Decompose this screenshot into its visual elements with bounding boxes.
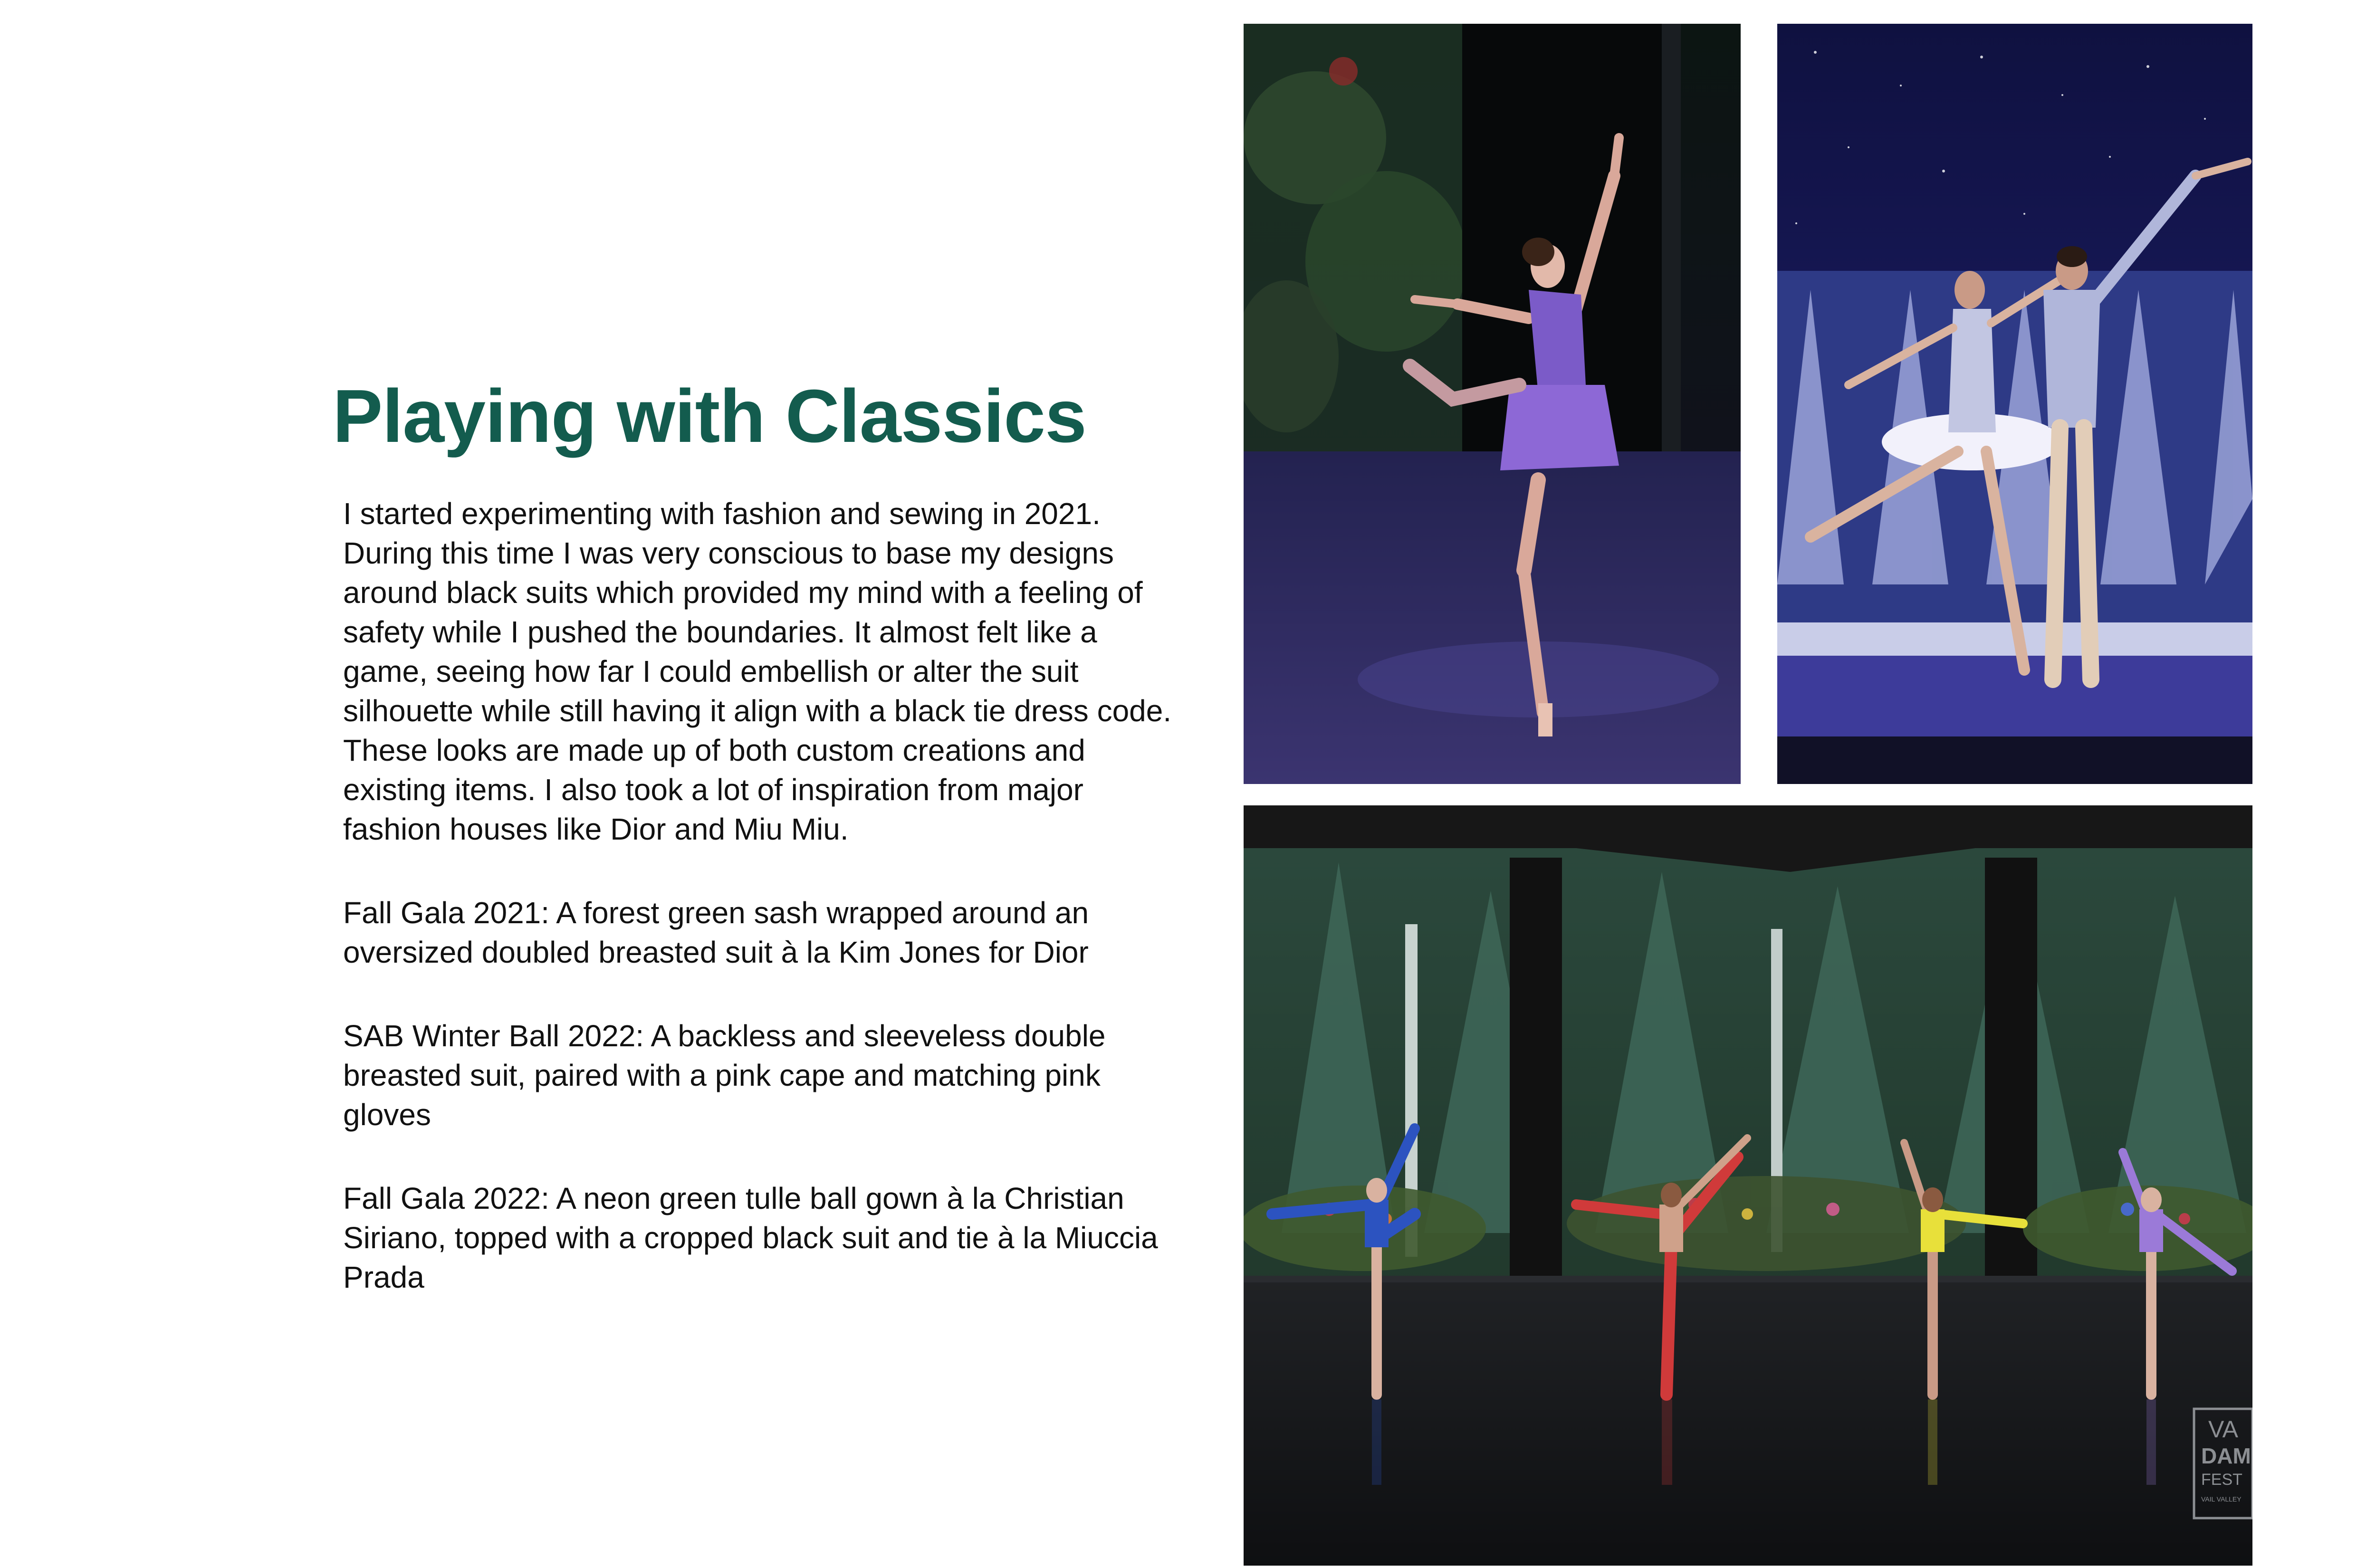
watermark-line-4: VAIL VALLEY [2201, 1495, 2242, 1503]
look-fall-gala-2022: Fall Gala 2022: A neon green tulle ball gown à la Christian Siriano, topped with a cropped black suit and tie à la Miuccia Prada [343, 1181, 1158, 1294]
photo-outdoor-stage-dancers [1244, 805, 2252, 1566]
look-sab-winter-ball-2022: SAB Winter Ball 2022: A backless and sleeveless double breasted suit, paired with a pink cape and matching pink gloves [343, 1019, 1106, 1132]
photo-nutcracker-pas-de-deux [1777, 24, 2252, 784]
photo-ballerina-purple [1244, 24, 1741, 784]
body-text [343, 494, 1179, 1341]
intro-paragraph: I started experimenting with fashion and sewing in 2021. During this time I was very conscious to base my designs around black suits which provided my mind with a feeling of safety while I pushed the boundaries. It almost felt like a game, seeing how far I could embellish or alter the suit silhouette while still having it align with a black tie dress code. These looks are made up of both custom creations and existing items. I also took a lot of inspiration from major fashion houses like Dior and Miu Miu. [343, 497, 1172, 846]
watermark-line-2: DAM [2201, 1444, 2251, 1468]
ballerina-purple-image [1244, 24, 1741, 784]
watermark-line-1: VA [2208, 1416, 2238, 1443]
watermark-line-3: FEST [2201, 1471, 2242, 1489]
outdoor-stage-image [1244, 805, 2252, 1566]
look-fall-gala-2021: Fall Gala 2021: A forest green sash wrapped around an oversized doubled breasted suit à la Kim Jones for Dior [343, 896, 1089, 969]
page-title: Playing with Classics [333, 374, 1086, 458]
nutcracker-image [1777, 24, 2252, 784]
